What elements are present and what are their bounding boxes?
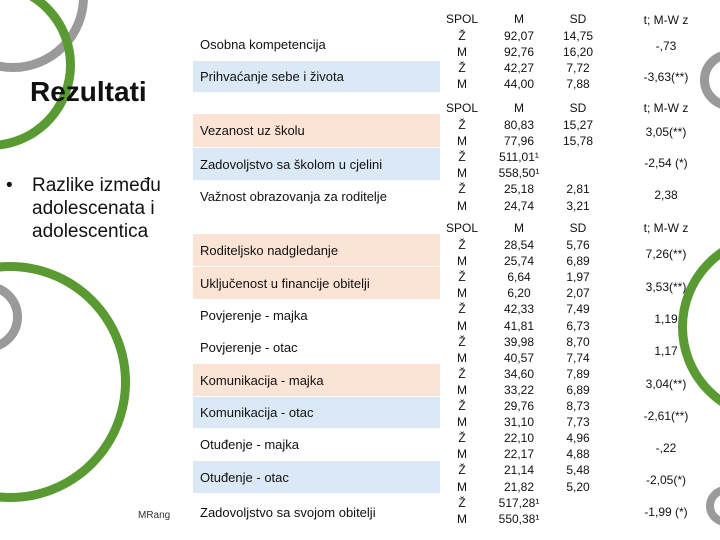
cell-mean: 92,76 (503, 45, 535, 59)
cell-mean: 21,14 (503, 463, 535, 477)
cell-mean: 42,27 (503, 61, 535, 75)
cell-mean: 6,64 (507, 270, 531, 284)
cell-sd: 15,27 (562, 118, 594, 132)
decor-ring-green-left (0, 0, 75, 150)
cell-test-stat: 7,26(**) (645, 247, 687, 261)
cell-mean: 24,74 (503, 199, 535, 213)
label-financije-obitelji: Uključenost u financije obitelji (193, 267, 440, 299)
cell-sd: 1,97 (566, 270, 590, 284)
cell-test-stat: -2,61(**) (643, 409, 689, 423)
cell-sd: 2,07 (566, 286, 590, 300)
cell-mean: 77,96 (503, 134, 535, 148)
col-header-sd: SD (569, 12, 587, 26)
label-vezanost-uz-skolu: Vezanost uz školu (193, 114, 440, 147)
cell-spol: M (457, 45, 467, 59)
cell-sd: 16,20 (562, 45, 594, 59)
cell-mean: 41,81 (503, 319, 535, 333)
cell-spol: Ž (458, 150, 466, 164)
cell-sd: 5,76 (566, 238, 590, 252)
cell-spol: Ž (458, 431, 466, 445)
cell-spol: M (457, 512, 467, 526)
cell-mean: 550,38¹ (498, 512, 540, 526)
cell-test-stat: 3,53(**) (645, 280, 687, 294)
cell-spol: Ž (458, 118, 466, 132)
label-komunikacija-majka: Komunikacija - majka (193, 364, 440, 396)
cell-mean: 34,60 (503, 367, 535, 381)
cell-spol: Ž (458, 182, 466, 196)
cell-mean: 29,76 (503, 399, 535, 413)
cell-sd: 8,73 (566, 399, 590, 413)
col-header-t: t; M-W z (643, 13, 689, 27)
cell-spol: Ž (458, 29, 466, 43)
cell-test-stat: -2,05(*) (645, 473, 686, 487)
cell-mean: 31,10 (503, 415, 535, 429)
cell-spol: M (457, 254, 467, 268)
cell-spol: Ž (458, 367, 466, 381)
col-header-m: M (514, 101, 524, 115)
cell-mean: 92,07 (503, 29, 535, 43)
cell-sd: 6,89 (566, 383, 590, 397)
cell-spol: M (457, 383, 467, 397)
col-header-spol: SPOL (445, 221, 478, 235)
cell-sd: 6,73 (566, 319, 590, 333)
cell-spol: M (457, 286, 467, 300)
cell-test-stat: -,73 (655, 39, 677, 53)
cell-spol: Ž (458, 463, 466, 477)
label-roditeljsko-nadgledanje: Roditeljsko nadgledanje (193, 234, 440, 266)
bullet-dot: • (6, 175, 13, 196)
cell-spol: Ž (458, 61, 466, 75)
cell-spol: Ž (458, 238, 466, 252)
cell-sd: 4,88 (566, 447, 590, 461)
decor-ring-green-bottom-left (0, 262, 130, 502)
cell-mean: 22,10 (503, 431, 535, 445)
col-header-spol: SPOL (445, 12, 478, 26)
cell-sd: 6,89 (566, 254, 590, 268)
cell-mean: 22,17 (503, 447, 535, 461)
label-komunikacija-otac: Komunikacija - otac (193, 397, 440, 428)
cell-test-stat: 3,04(**) (645, 377, 687, 391)
label-vaznost-obrazovanja: Važnost obrazovanja za roditelje (200, 188, 387, 204)
cell-spol: M (457, 351, 467, 365)
cell-spol: Ž (458, 335, 466, 349)
cell-mean: 21,82 (503, 480, 535, 494)
label-prihvacanje: Prihvaćanje sebe i života (193, 61, 440, 92)
cell-mean: 511,01¹ (499, 150, 539, 164)
cell-spol: Ž (458, 399, 466, 413)
cell-test-stat: 2,38 (654, 188, 678, 202)
cell-sd: 7,73 (566, 415, 590, 429)
label-otudenje-otac: Otuđenje - otac (193, 461, 440, 493)
label-osobna-kompetencija: Osobna kompetencija (200, 36, 326, 52)
cell-sd: 8,70 (566, 335, 590, 349)
cell-mean: 25,74 (503, 254, 535, 268)
cell-mean: 40,57 (503, 351, 535, 365)
label-povjerenje-otac: Povjerenje - otac (200, 340, 298, 355)
cell-test-stat: 3,05(**) (645, 125, 687, 139)
cell-spol: Ž (458, 302, 466, 316)
cell-spol: M (457, 199, 467, 213)
cell-spol: M (457, 134, 467, 148)
col-header-t: t; M-W z (643, 221, 689, 235)
col-header-m: M (514, 12, 524, 26)
label-povjerenje-majka: Povjerenje - majka (200, 308, 308, 323)
cell-sd: 7,49 (566, 302, 590, 316)
col-header-m: M (514, 221, 524, 235)
cell-sd: 2,81 (566, 182, 590, 196)
cell-mean: 6,20 (507, 286, 531, 300)
cell-mean: 44,00 (503, 77, 535, 91)
bullet-text: Razlike između adolescenata i adolescentica (32, 175, 161, 242)
cell-sd: 7,72 (566, 61, 590, 75)
footer-text: MRang (138, 510, 171, 521)
cell-test-stat: -3,63(**) (643, 70, 689, 84)
cell-sd: 14,75 (562, 29, 594, 43)
cell-test-stat: 1,17 (654, 344, 678, 358)
cell-mean: 28,54 (503, 238, 535, 252)
cell-sd: 5,20 (566, 480, 590, 494)
col-header-sd: SD (569, 101, 587, 115)
cell-spol: M (457, 166, 467, 180)
cell-mean: 80,83 (503, 118, 535, 132)
cell-mean: 33,22 (503, 383, 535, 397)
slide-title: Rezultati (30, 76, 147, 107)
label-zadovoljstvo-obitelji: Zadovoljstvo sa svojom obitelji (200, 504, 376, 520)
col-header-spol: SPOL (445, 101, 478, 115)
cell-sd: 7,74 (566, 351, 590, 365)
label-zadovoljstvo-skolom: Zadovoljstvo sa školom u cjelini (193, 148, 440, 180)
bullet-item (6, 174, 176, 243)
cell-mean: 558,50¹ (498, 166, 540, 180)
cell-test-stat: -,22 (655, 441, 677, 455)
cell-test-stat: -2,54 (*) (644, 156, 688, 170)
cell-spol: M (457, 319, 467, 333)
cell-mean: 39,98 (503, 335, 535, 349)
cell-spol: Ž (458, 496, 466, 510)
cell-sd: 5,48 (566, 463, 590, 477)
cell-sd: 4,96 (566, 431, 590, 445)
cell-test-stat: 1,19 (654, 312, 678, 326)
cell-mean: 517,28¹ (498, 496, 540, 510)
cell-spol: M (457, 447, 467, 461)
cell-sd: 3,21 (566, 199, 590, 213)
cell-test-stat: -1,99 (*) (644, 505, 688, 519)
cell-spol: Ž (458, 270, 466, 284)
cell-mean: 25,18 (503, 182, 535, 196)
cell-sd: 7,88 (566, 77, 590, 91)
cell-spol: M (457, 77, 467, 91)
cell-sd: 15,78 (562, 134, 594, 148)
cell-sd: 7,89 (566, 367, 590, 381)
cell-spol: M (457, 480, 467, 494)
cell-spol: M (457, 415, 467, 429)
col-header-t: t; M-W z (643, 101, 689, 115)
cell-mean: 42,33 (503, 302, 535, 316)
col-header-sd: SD (569, 221, 587, 235)
label-otudenje-majka: Otuđenje - majka (200, 437, 299, 452)
